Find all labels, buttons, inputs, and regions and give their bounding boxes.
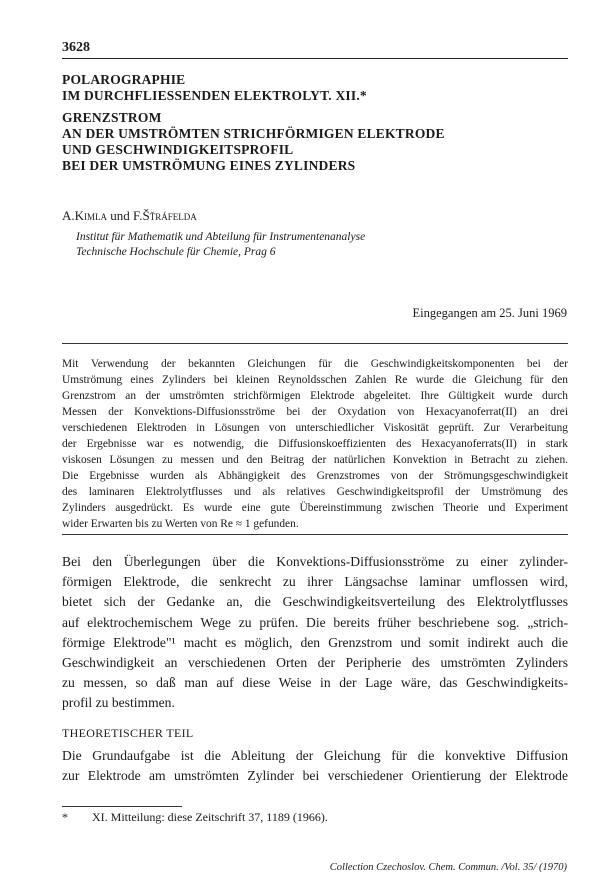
- intro-paragraph: [62, 552, 568, 714]
- author-name: F.Šťráfelda: [133, 208, 197, 223]
- affiliation: [76, 230, 365, 260]
- body-line: profil zu bestimmen.: [62, 695, 175, 711]
- title-line: IM DURCHFLIESSENDEN ELEKTROLYT. XII.*: [62, 88, 367, 103]
- title-line: BEI DER UMSTRÖMUNG EINES ZYLINDERS: [62, 158, 356, 173]
- title-line: AN DER UMSTRÖMTEN STRICHFÖRMIGEN ELEKTRODE: [62, 126, 445, 141]
- article-title: [62, 72, 582, 180]
- abstract-line: Messen der Konvektions-Diffusionsströme bei der Oxydation von Hexacyanoferrat(II) an drei: [62, 406, 568, 418]
- abstract-line: Mit Verwendung der bekannten Gleichungen für die Geschwindigkeitskomponenten bei der: [62, 358, 568, 370]
- abstract-line: Zylinders ausgedrückt. Es wurde eine gute Übereinstimmung zwischen Theorie und Experiment: [62, 502, 568, 514]
- affiliation-line: Technische Hochschule für Chemie, Prag 6: [76, 246, 276, 258]
- abstract-line: viskosen Lösungen zu messen und den Beitrag der natürlichen Konvektion in Betracht zu ziehen.: [62, 454, 568, 466]
- author-list: [62, 208, 197, 224]
- abstract-line: wider Erwarten bis zu Werten von Re ≈ 1 gefunden.: [62, 518, 299, 530]
- title-line: UND GESCHWINDIGKEITSPROFIL: [62, 142, 294, 157]
- body-line: auf elektrochemischem Wege zu prüfen. Die bereits früher beschriebene sog. „strich-: [62, 614, 568, 630]
- title-main: [62, 110, 582, 174]
- body-line: Geschwindigkeit an verschiedenen Orten der Peripherie des umströmten Zylinders: [62, 655, 568, 671]
- abstract-line: des laminaren Elektrolytflusses und als relatives Geschwindigkeitsprofil der Umströmung des: [62, 486, 568, 498]
- body-line: zu messen, so daß man auf diese Weise in der Lage wäre, das Geschwindigkeits-: [62, 675, 568, 691]
- footnote-text: XI. Mitteilung: diese Zeitschrift 37, 1189 (1966).: [92, 810, 328, 824]
- abstract-line: Die Ergebnisse wurden als Abhängigkeit des Grenzstromes von der Strömungsgeschwindigkeit: [62, 470, 568, 482]
- page-number: 3628: [62, 40, 90, 55]
- footnote-rule: [62, 806, 182, 807]
- abstract-line: Umströmung eines Zylinders bei kleinen Reynoldsschen Zahlen Re wurde die Gleichung für den: [62, 374, 568, 386]
- abstract-line: Grenzstrom an der umströmten strichförmigen Elektrode abgeleitet. Ihre Gültigkeit wurde durch: [62, 390, 568, 402]
- theory-paragraph: [62, 746, 568, 786]
- footnote: [62, 810, 328, 825]
- footnote-mark: *: [62, 810, 68, 824]
- body-line: bietet sich der Gedanke an, die Geschwindigkeitsverteilung des Elektrolytflusses: [62, 594, 568, 610]
- body-line: förmigen Elektrode, die senkrecht zu ihrer Längsachse laminar umflossen wird,: [62, 574, 568, 590]
- title-line: GRENZSTROM: [62, 110, 162, 125]
- abstract: [62, 356, 568, 532]
- header-rule: [62, 58, 568, 59]
- author-connector: und: [107, 208, 134, 223]
- author-name: A.Kimla: [62, 208, 108, 223]
- abstract-line: verschiedenen Elektroden in Lösungen von unterschiedlicher Viskosität geprüft. Zur Verarbeitung: [62, 422, 568, 434]
- abstract-top-rule: [62, 343, 568, 344]
- body-line: förmige Elektrode"¹ macht es möglich, den Grenzstrom und somit indirekt auch die: [62, 634, 568, 650]
- section-heading: THEORETISCHER TEIL: [62, 726, 194, 740]
- abstract-line: der Ergebnisse war es notwendig, die Diffusionskoeffizienten des Hexacyanoferrats(II) in stark: [62, 438, 568, 450]
- title-line: POLAROGRAPHIE: [62, 72, 186, 87]
- body-line: zur Elektrode am umströmten Zylinder bei verschiedener Orientierung der Elektrode: [62, 768, 568, 784]
- body-line: Die Grundaufgabe ist die Ableitung der Gleichung für die konvektive Diffusion: [62, 748, 568, 763]
- title-series: [62, 72, 582, 104]
- affiliation-line: Institut für Mathematik und Abteilung für Instrumentenanalyse: [76, 231, 366, 243]
- received-date: Eingegangen am 25. Juni 1969: [412, 306, 567, 320]
- body-line: Bei den Überlegungen über die Konvektions-Diffusionsströme zu einer zylinder-: [62, 554, 568, 569]
- abstract-bottom-rule: [62, 534, 568, 535]
- journal-footer: Collection Czechoslov. Chem. Commun. /Vol. 35/ (1970): [329, 862, 567, 873]
